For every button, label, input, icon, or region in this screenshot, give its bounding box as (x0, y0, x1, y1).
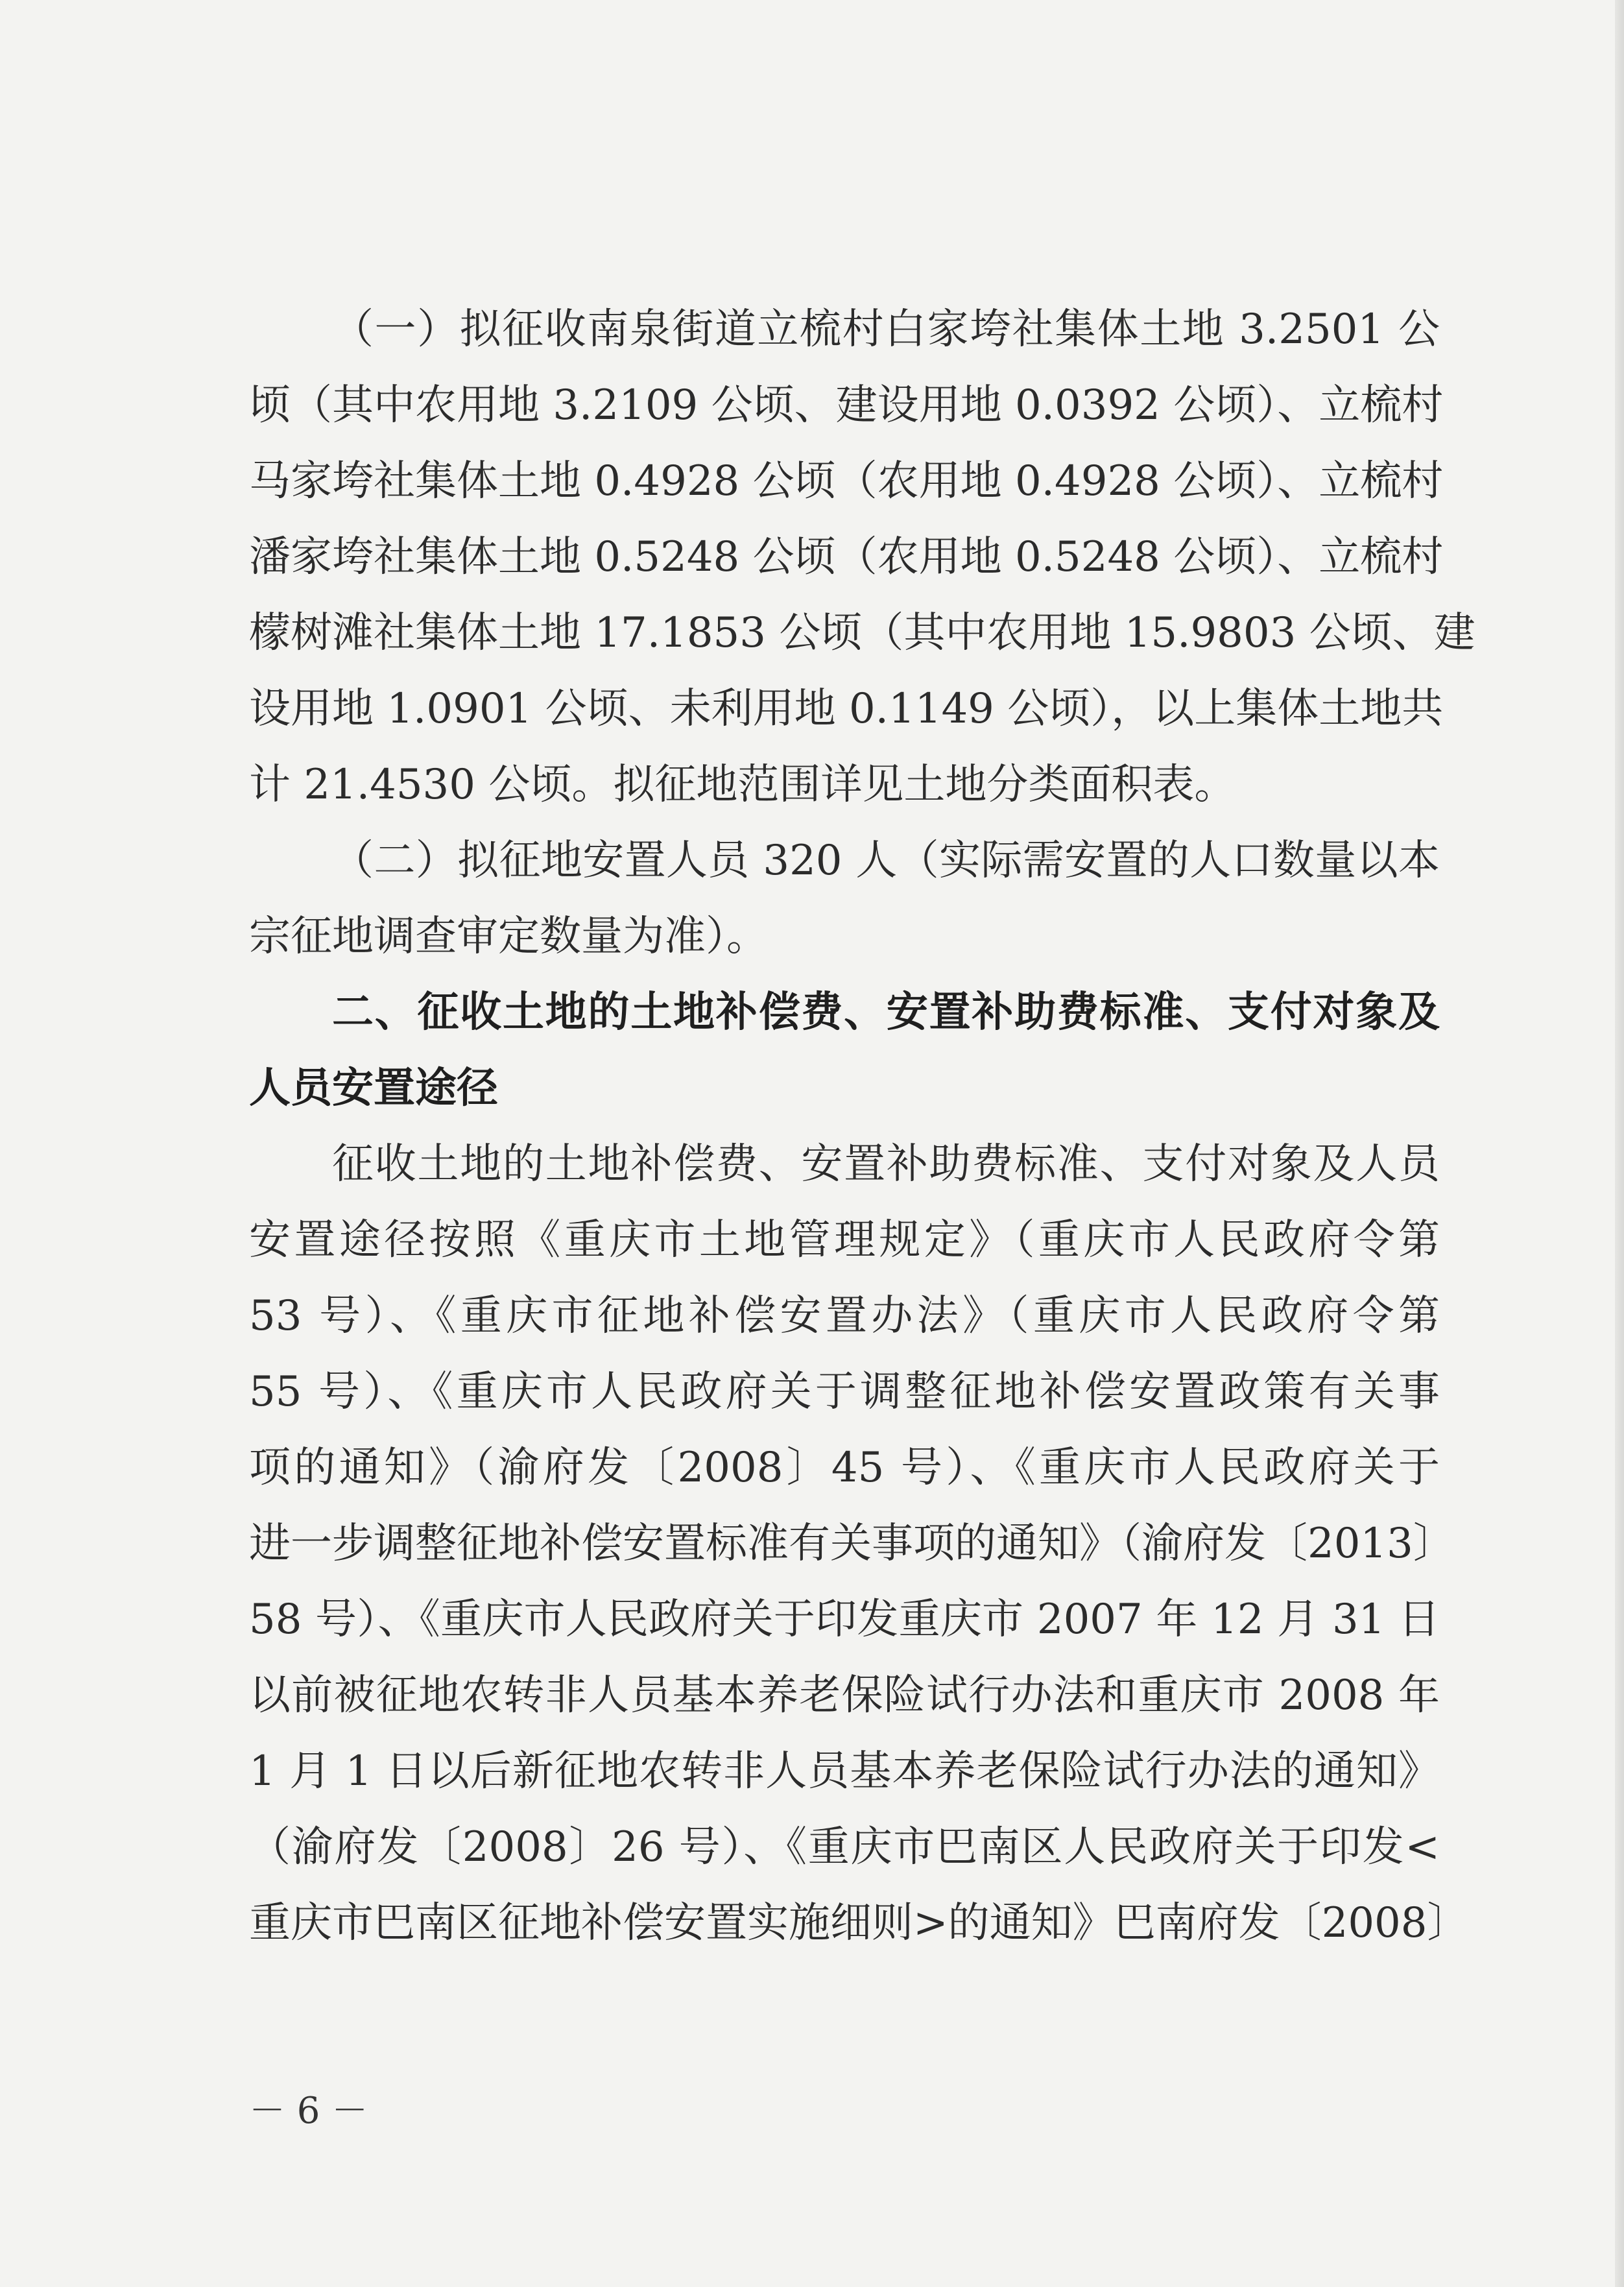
text-line: 以前被征地农转非人员基本养老保险试行办法和重庆市 2008 年 (249, 1671, 1440, 1719)
text-line: 55 号）、《重庆市人民政府关于调整征地补偿安置政策有关事 (249, 1368, 1440, 1416)
text-line: 进一步调整征地补偿安置标准有关事项的通知》（渝府发〔2013〕 (249, 1520, 1455, 1568)
text-line: （渝府发〔2008〕26 号）、《重庆市巴南区人民政府关于印发< (249, 1823, 1440, 1871)
section-heading (249, 975, 1440, 1127)
document-body (249, 292, 1475, 1961)
heading-line: 二、征收土地的土地补偿费、安置补助费标准、支付对象及 (332, 988, 1440, 1036)
paragraph-resettlement-count (249, 823, 1440, 975)
text-line: 潘家垮社集体土地 0.5248 公顷（农用地 0.5248 公顷）、立梳村 (249, 533, 1444, 581)
text-line: （一）拟征收南泉街道立梳村白家垮社集体土地 3.2501 公 (332, 305, 1440, 353)
text-line: 重庆市巴南区征地补偿安置实施细则>的通知》巴南府发〔2008〕 (249, 1899, 1469, 1947)
page-edge-shadow (1615, 0, 1624, 2287)
text-line: 设用地 1.0901 公顷、未利用地 0.1149 公顷），以上集体土地共 (249, 685, 1444, 733)
paragraph-land-acquisition-scope (249, 292, 1475, 823)
text-line: 计 21.4530 公顷。拟征地范围详见土地分类面积表。 (249, 761, 1236, 809)
paragraph-compensation-basis (249, 1127, 1469, 1961)
text-line: 项的通知》（渝府发〔2008〕45 号）、《重庆市人民政府关于 (249, 1444, 1440, 1492)
text-line: 53 号）、《重庆市征地补偿安置办法》（重庆市人民政府令第 (249, 1292, 1440, 1340)
text-line: 顷（其中农用地 3.2109 公顷、建设用地 0.0392 公顷）、立梳村 (249, 381, 1444, 429)
page-number: － 6 － (249, 2090, 368, 2132)
text-line: 1 月 1 日以后新征地农转非人员基本养老保险试行办法的通知》 (249, 1747, 1440, 1795)
text-line: 檬树滩社集体土地 17.1853 公顷（其中农用地 15.9803 公顷、建 (249, 609, 1475, 657)
text-line: 征收土地的土地补偿费、安置补助费标准、支付对象及人员 (332, 1140, 1440, 1188)
text-line: （二）拟征地安置人员 320 人（实际需安置的人口数量以本 (332, 837, 1440, 885)
text-line: 宗征地调查审定数量为准）。 (249, 913, 768, 961)
text-line: 马家垮社集体土地 0.4928 公顷（农用地 0.4928 公顷）、立梳村 (249, 457, 1444, 505)
text-line: 安置途径按照《重庆市土地管理规定》（重庆市人民政府令第 (249, 1216, 1440, 1264)
text-line: 58 号）、《重庆市人民政府关于印发重庆市 2007 年 12 月 31 日 (249, 1596, 1440, 1644)
heading-line: 人员安置途径 (249, 1064, 498, 1112)
